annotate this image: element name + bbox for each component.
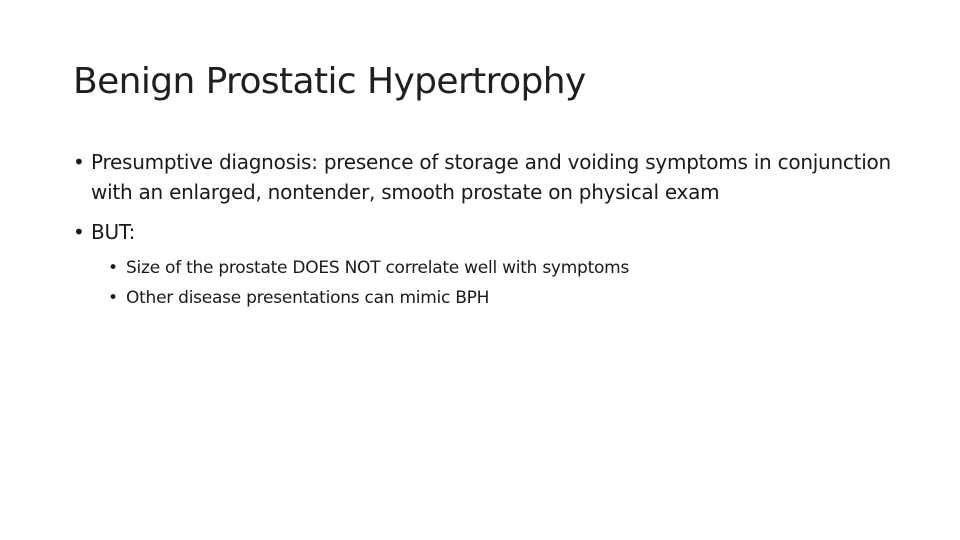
bullet-text: BUT: xyxy=(91,220,136,244)
sub-bullet-text: Size of the prostate DOES NOT correlate well with symptoms xyxy=(126,258,630,278)
bullet-item-diagnosis xyxy=(73,147,893,207)
bullet-text: Presumptive diagnosis: presence of storage and voiding symptoms in conjunction with an enlarged, nontender, smooth prostate on physical exam xyxy=(91,150,891,204)
bullet-dot-icon: • xyxy=(73,220,85,244)
bullet-item-but xyxy=(73,217,893,313)
slide-title: Benign Prostatic Hypertrophy xyxy=(73,61,586,102)
sub-bullet-text: Other disease presentations can mimic BPH xyxy=(126,288,490,308)
sub-bullet-list xyxy=(91,253,893,313)
bullet-list xyxy=(73,147,893,323)
bullet-dot-icon: • xyxy=(108,288,118,308)
bullet-dot-icon: • xyxy=(73,150,85,174)
bullet-dot-icon: • xyxy=(108,258,118,278)
sub-bullet-item-mimic xyxy=(108,283,893,313)
sub-bullet-item-size xyxy=(108,253,893,283)
